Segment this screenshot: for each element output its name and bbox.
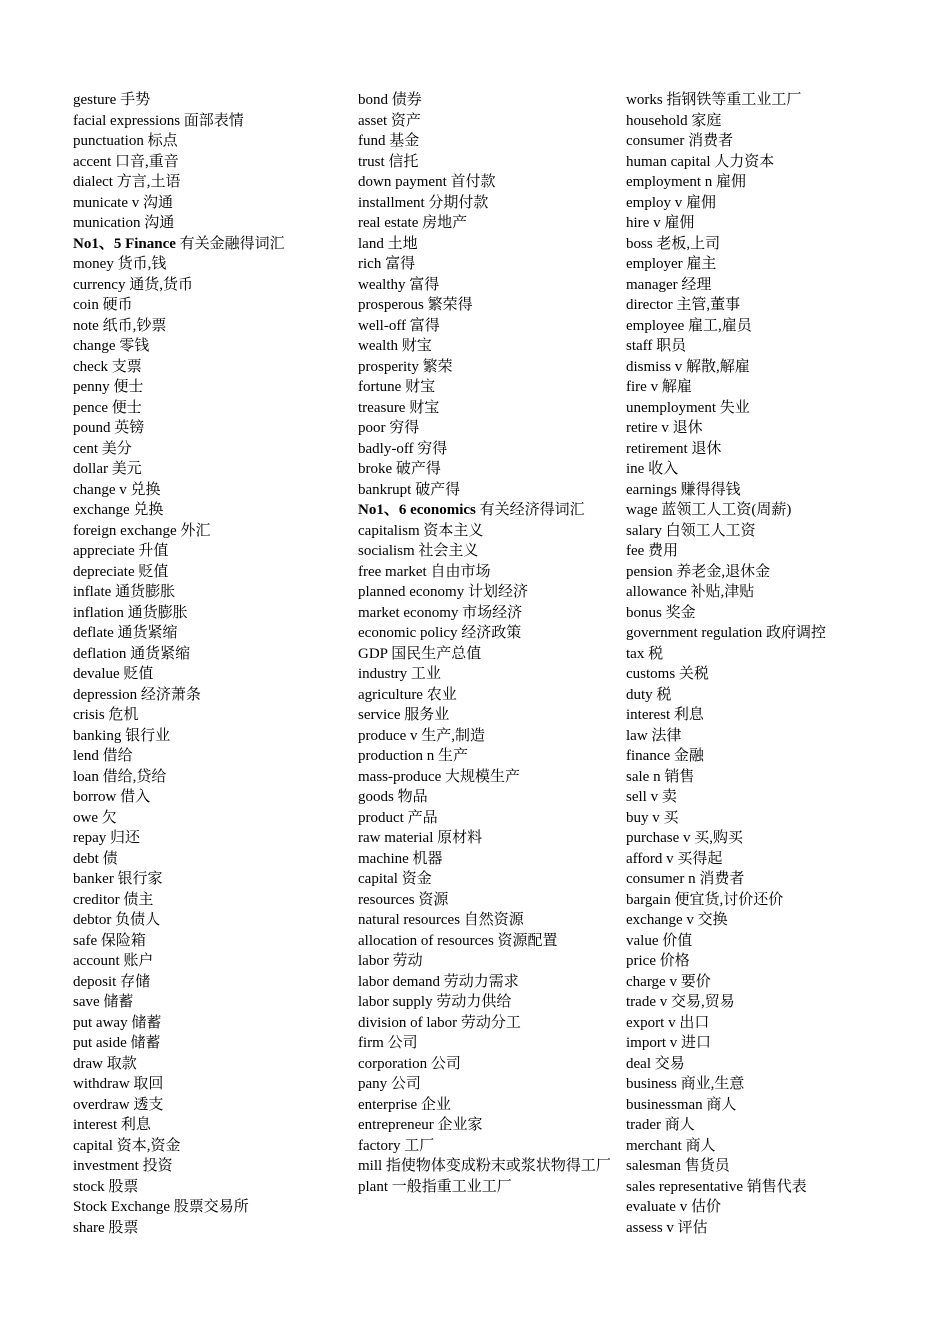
vocab-entry: staff 职员 [626, 338, 687, 354]
vocab-entry: note 纸币,钞票 [73, 317, 167, 334]
vocab-entry: business 商业,生意 [626, 1076, 745, 1092]
vocab-entry: product 产品 [358, 809, 438, 826]
vocab-entry: service 服务业 [358, 707, 450, 723]
vocab-entry: poor 穷得 [358, 420, 420, 436]
vocab-entry: inflation 通货膨胀 [73, 604, 188, 621]
vocab-entry: director 主管,董事 [626, 297, 741, 313]
vocab-entry: sales representative 销售代表 [626, 1178, 807, 1195]
vocab-entry: evaluate v 估价 [626, 1199, 721, 1215]
vocab-entry: fortune 财宝 [358, 379, 436, 395]
vocab-entry: appreciate 升值 [73, 543, 169, 559]
vocab-entry: import v 进口 [626, 1035, 711, 1051]
vocab-entry: exchange 兑换 [73, 502, 164, 518]
vocab-entry: division of labor 劳动分工 [358, 1014, 521, 1031]
vocab-entry: down payment 首付款 [358, 174, 496, 190]
vocab-entry: salesman 售货员 [626, 1158, 730, 1174]
vocab-entry: trader 商人 [626, 1117, 695, 1133]
vocab-entry: deflate 通货紧缩 [73, 625, 178, 641]
vocab-entry: tax 税 [626, 645, 664, 662]
vocab-entry: creditor 债主 [73, 891, 154, 908]
vocab-entry: trade v 交易,贸易 [626, 994, 735, 1010]
vocab-entry: manager 经理 [626, 276, 712, 293]
vocab-entry: employment n 雇佣 [626, 174, 746, 190]
vocab-entry: purchase v 买,购买 [626, 830, 744, 846]
vocab-entry: fee 费用 [626, 543, 679, 559]
section-heading [358, 500, 598, 521]
vocab-entry: exchange v 交换 [626, 912, 728, 928]
vocab-entry: foreign exchange 外汇 [73, 522, 211, 539]
vocab-entry: duty 税 [626, 686, 672, 703]
vocab-entry: withdraw 取回 [73, 1076, 164, 1092]
vocab-entry: entrepreneur 企业家 [358, 1117, 483, 1133]
vocab-entry: agriculture 农业 [358, 686, 457, 703]
vocab-entry: goods 物品 [358, 789, 428, 805]
vocab-entry: allowance 补贴,津贴 [626, 584, 755, 600]
vocab-entry: fire v 解雇 [626, 379, 692, 395]
vocab-entry: buy v 买 [626, 809, 679, 826]
vocab-entry: free market 自由市场 [358, 563, 491, 580]
vocab-entry: plant 一般指重工业工厂 [358, 1178, 512, 1195]
vocab-entry: socialism 社会主义 [358, 543, 479, 559]
vocab-entry: real estate 房地产 [358, 215, 468, 231]
vocab-entry: overdraw 透支 [73, 1096, 164, 1113]
vocab-entry: machine 机器 [358, 850, 443, 867]
vocab-entry: produce v 生产,制造 [358, 727, 486, 744]
vocab-entry: market economy 市场经济 [358, 604, 523, 621]
vocab-entry: put aside 储蓄 [73, 1035, 161, 1051]
vocab-entry: safe 保险箱 [73, 932, 146, 949]
vocab-entry: prosperous 繁荣得 [358, 297, 473, 313]
vocab-entry: merchant 商人 [626, 1137, 716, 1154]
vocab-entry: debt 债 [73, 850, 118, 867]
vocab-entry: businessman 商人 [626, 1096, 737, 1113]
vocab-entry: assess v 评估 [626, 1219, 708, 1236]
vocab-entry: dollar 美元 [73, 461, 142, 477]
section-heading-label: No1、6 economics [358, 502, 480, 518]
section-heading [73, 234, 343, 255]
vocab-entry: well-off 富得 [358, 317, 440, 334]
vocab-entry: employer 雇主 [626, 256, 717, 272]
vocab-entry: consumer 消费者 [626, 133, 734, 149]
vocab-entry: raw material 原材料 [358, 830, 483, 846]
vocab-entry: put away 储蓄 [73, 1014, 162, 1031]
vocab-entry: Stock Exchange 股票交易所 [73, 1199, 249, 1215]
vocab-entry: pension 养老金,退休金 [626, 563, 771, 580]
vocab-entry: banker 银行家 [73, 871, 163, 887]
vocab-entry: factory 工厂 [358, 1137, 435, 1154]
column-3 [626, 90, 926, 1238]
vocab-entry: penny 便士 [73, 379, 144, 395]
vocab-entry: resources 资源 [358, 891, 449, 908]
vocab-entry: employ v 雇佣 [626, 194, 716, 211]
vocab-entry: natural resources 自然资源 [358, 912, 524, 928]
vocab-entry: capital 资本,资金 [73, 1137, 181, 1154]
vocab-entry: share 股票 [73, 1219, 139, 1236]
vocab-entry: check 支票 [73, 358, 142, 375]
vocab-entry: account 账户 [73, 953, 154, 969]
vocab-entry: value 价值 [626, 932, 693, 949]
vocab-entry: pany 公司 [358, 1076, 421, 1092]
column-1 [73, 90, 343, 1238]
vocab-entry: asset 资产 [358, 112, 421, 129]
vocab-entry: stock 股票 [73, 1178, 139, 1195]
vocab-entry: deal 交易 [626, 1055, 685, 1072]
vocab-entry: prosperity 繁荣 [358, 358, 453, 375]
vocab-entry: hire v 雇佣 [626, 215, 695, 231]
vocab-entry: rich 富得 [358, 256, 416, 272]
vocab-entry: retirement 退休 [626, 440, 722, 457]
vocab-entry: interest 利息 [626, 707, 704, 723]
vocab-entry: money 货币,钱 [73, 256, 167, 272]
vocab-entry: law 法律 [626, 727, 682, 744]
section-heading-label: No1、5 Finance [73, 235, 180, 252]
vocab-entry: gesture 手势 [73, 92, 151, 108]
vocab-entry: accent 口音,重音 [73, 153, 179, 170]
vocab-entry: pound 英镑 [73, 420, 145, 436]
vocab-entry: price 价格 [626, 953, 690, 969]
vocab-entry: lend 借给 [73, 748, 133, 764]
vocab-entry: economic policy 经济政策 [358, 625, 522, 641]
vocab-entry: boss 老板,上司 [626, 235, 721, 252]
vocab-entry: change 零钱 [73, 338, 150, 354]
vocab-entry: allocation of resources 资源配置 [358, 932, 558, 949]
vocab-entry: broke 破产得 [358, 461, 441, 477]
vocab-entry: ine 收入 [626, 461, 679, 477]
vocab-entry: sale n 销售 [626, 768, 695, 785]
vocab-entry: enterprise 企业 [358, 1096, 451, 1113]
vocab-entry: firm 公司 [358, 1035, 418, 1051]
vocab-entry: deflation 通货紧缩 [73, 645, 191, 662]
vocab-entry: depression 经济萧条 [73, 686, 201, 703]
vocab-entry: currency 通货,货币 [73, 276, 193, 293]
vocab-entry: depreciate 贬值 [73, 563, 169, 580]
vocab-entry: debtor 负债人 [73, 912, 161, 928]
vocab-entry: wealthy 富得 [358, 276, 440, 293]
vocab-entry: draw 取款 [73, 1055, 137, 1072]
vocab-entry: interest 利息 [73, 1117, 151, 1133]
vocab-entry: production n 生产 [358, 748, 468, 764]
vocab-entry: customs 关税 [626, 666, 709, 682]
vocab-entry: cent 美分 [73, 440, 132, 457]
vocab-entry: capital 资金 [358, 871, 432, 887]
vocab-entry: dismiss v 解散,解雇 [626, 358, 750, 375]
vocab-entry: owe 欠 [73, 809, 117, 826]
vocab-entry: government regulation 政府调控 [626, 625, 826, 641]
vocab-entry: change v 兑换 [73, 481, 161, 498]
vocab-entry: retire v 退休 [626, 420, 703, 436]
vocab-entry: pence 便士 [73, 399, 142, 416]
vocab-entry: facial expressions 面部表情 [73, 112, 244, 129]
vocab-entry: planned economy 计划经济 [358, 584, 528, 600]
vocab-entry: finance 金融 [626, 748, 704, 764]
vocab-entry: fund 基金 [358, 133, 420, 149]
vocab-entry: human capital 人力资本 [626, 153, 775, 170]
vocab-entry: repay 归还 [73, 830, 141, 846]
vocab-entry: corporation 公司 [358, 1055, 461, 1072]
vocab-entry: treasure 财宝 [358, 399, 440, 416]
vocab-entry: investment 投资 [73, 1158, 173, 1174]
vocab-entry: coin 硬币 [73, 297, 133, 313]
vocab-entry: badly-off 穷得 [358, 440, 448, 457]
section-heading-chinese: 有关金融得词汇 [179, 235, 285, 252]
vocab-entry: earnings 赚得得钱 [626, 481, 741, 498]
vocab-entry: bargain 便宜货,讨价还价 [626, 891, 784, 908]
vocab-entry: industry 工业 [358, 666, 441, 682]
vocab-entry: works 指钢铁等重工业工厂 [626, 92, 802, 108]
section-heading-chinese: 有关经济得词汇 [479, 502, 585, 518]
vocab-entry: wealth 财宝 [358, 338, 432, 354]
vocab-entry: bankrupt 破产得 [358, 481, 461, 498]
vocab-entry: wage 蓝领工人工资(周薪) [626, 502, 792, 518]
vocab-entry: crisis 危机 [73, 707, 139, 723]
vocab-entry: dialect 方言,土语 [73, 174, 181, 190]
vocab-entry: sell v 卖 [626, 789, 677, 805]
vocab-entry: land 土地 [358, 235, 418, 252]
vocab-entry: banking 银行业 [73, 727, 171, 744]
vocab-entry: punctuation 标点 [73, 133, 178, 149]
vocab-entry: bond 债券 [358, 92, 422, 108]
vocab-entry: borrow 借入 [73, 789, 151, 805]
vocab-entry: save 储蓄 [73, 994, 134, 1010]
column-2 [358, 90, 611, 1197]
vocab-entry: employee 雇工,雇员 [626, 317, 752, 334]
vocab-entry: mill 指使物体变成粉末或浆状物得工厂 [358, 1158, 611, 1174]
vocab-entry: afford v 买得起 [626, 850, 723, 867]
vocab-entry: unemployment 失业 [626, 399, 750, 416]
vocab-entry: munication 沟通 [73, 215, 175, 231]
vocab-entry: labor supply 劳动力供给 [358, 994, 512, 1010]
vocab-entry: devalue 贬值 [73, 666, 154, 682]
vocab-entry: household 家庭 [626, 112, 722, 129]
vocab-entry: GDP 国民生产总值 [358, 645, 482, 662]
vocab-entry: labor demand 劳动力需求 [358, 973, 519, 990]
vocab-entry: salary 白领工人工资 [626, 522, 756, 539]
vocab-entry: mass-produce 大规模生产 [358, 768, 521, 785]
vocab-entry: loan 借给,贷给 [73, 768, 167, 785]
vocab-entry: installment 分期付款 [358, 194, 489, 211]
vocab-entry: consumer n 消费者 [626, 871, 745, 887]
vocab-entry: trust 信托 [358, 153, 419, 170]
vocab-entry: bonus 奖金 [626, 604, 696, 621]
vocab-entry: labor 劳动 [358, 953, 423, 969]
vocab-entry: export v 出口 [626, 1014, 710, 1031]
vocab-entry: capitalism 资本主义 [358, 522, 484, 539]
vocab-entry: charge v 要价 [626, 973, 711, 990]
vocab-entry: municate v 沟通 [73, 194, 173, 211]
vocab-entry: inflate 通货膨胀 [73, 584, 176, 600]
vocab-entry: deposit 存储 [73, 973, 151, 990]
